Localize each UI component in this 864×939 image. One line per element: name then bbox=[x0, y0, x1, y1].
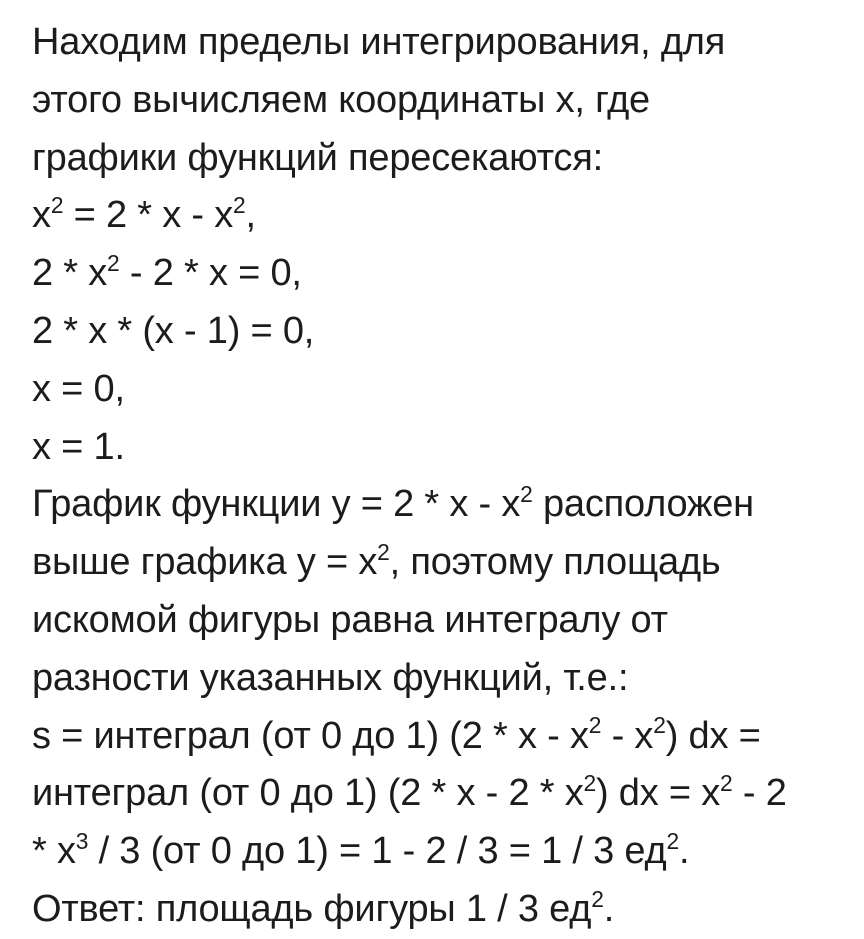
text-segment: . bbox=[678, 830, 690, 873]
text-segment: ) dx = x bbox=[595, 772, 721, 815]
superscript: 2 bbox=[377, 539, 390, 566]
equation-line bbox=[32, 419, 844, 477]
text-segment: этого вычисляем координаты x, где bbox=[32, 78, 650, 121]
superscript: 2 bbox=[588, 712, 602, 739]
text-segment: разности указанных функций, т.е.: bbox=[32, 656, 629, 699]
superscript: 2 bbox=[653, 712, 666, 739]
text-segment: 2 * x bbox=[32, 252, 108, 295]
text-line bbox=[32, 476, 844, 534]
text-line bbox=[32, 72, 844, 130]
superscript: 2 bbox=[50, 192, 64, 219]
superscript: 2 bbox=[107, 250, 120, 277]
superscript: 2 bbox=[591, 885, 604, 912]
equation-line bbox=[32, 187, 844, 245]
text-segment: искомой фигуры равна интегралу от bbox=[32, 598, 668, 641]
text-line bbox=[32, 534, 844, 592]
text-segment: x = 0, bbox=[32, 367, 125, 410]
text-segment: Ответ: площадь фигуры 1 / 3 ед bbox=[32, 887, 592, 930]
equation-line bbox=[32, 303, 844, 361]
text-segment: x bbox=[32, 194, 51, 237]
text-segment: x = 1. bbox=[32, 425, 125, 468]
superscript: 2 bbox=[233, 192, 246, 219]
text-segment: - x bbox=[601, 714, 654, 757]
answer-line bbox=[32, 881, 844, 939]
text-segment: График функции y = 2 * x - x bbox=[32, 483, 521, 526]
superscript: 3 bbox=[75, 828, 89, 855]
text-line bbox=[32, 14, 844, 72]
superscript: 2 bbox=[720, 770, 733, 797]
equation-line bbox=[32, 361, 844, 419]
text-segment: графики функций пересекаются: bbox=[32, 136, 603, 179]
superscript: 2 bbox=[520, 481, 533, 508]
integral-line bbox=[32, 823, 844, 881]
text-segment: , bbox=[245, 194, 256, 237]
superscript: 2 bbox=[666, 828, 679, 855]
text-segment: выше графика y = x bbox=[32, 541, 378, 584]
text-segment: * x bbox=[32, 830, 76, 873]
text-segment: интеграл (от 0 до 1) (2 * x - 2 * x bbox=[32, 772, 584, 815]
text-line bbox=[32, 592, 844, 650]
superscript: 2 bbox=[583, 770, 596, 797]
text-segment: - 2 * x = 0, bbox=[119, 252, 302, 295]
text-segment: s = интеграл (от 0 до 1) (2 * x - x bbox=[32, 714, 589, 757]
text-line bbox=[32, 130, 844, 188]
text-segment: , поэтому площадь bbox=[389, 541, 721, 584]
text-segment: 2 * x * (x - 1) = 0, bbox=[32, 309, 315, 352]
text-segment: / 3 (от 0 до 1) = 1 - 2 / 3 = 1 / 3 ед bbox=[88, 830, 667, 873]
text-segment: = 2 * x - x bbox=[63, 194, 234, 237]
integral-line bbox=[32, 708, 844, 766]
integral-line bbox=[32, 765, 844, 823]
equation-line bbox=[32, 245, 844, 303]
text-segment: расположен bbox=[532, 483, 754, 526]
text-segment: . bbox=[603, 887, 615, 930]
text-line bbox=[32, 650, 844, 708]
text-segment: - 2 bbox=[732, 772, 787, 815]
text-segment: ) dx = bbox=[665, 714, 761, 757]
text-segment: Находим пределы интегрирования, для bbox=[32, 21, 726, 63]
